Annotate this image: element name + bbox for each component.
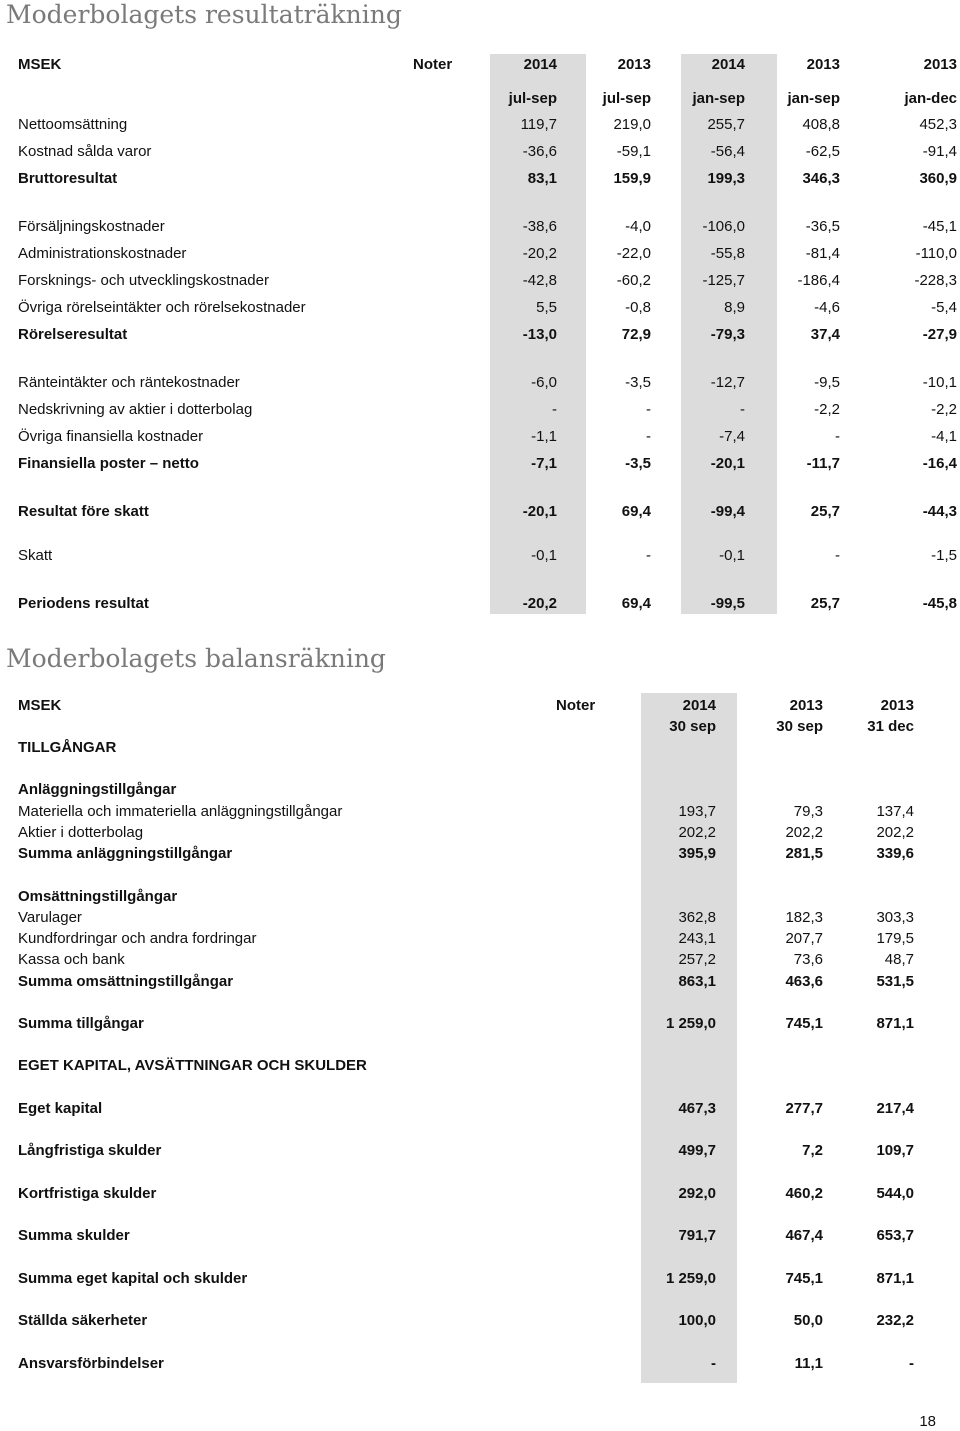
cell-value: 1 259,0	[665, 1015, 716, 1032]
period-header: jan-sep	[692, 90, 745, 107]
cell-value: 255,7	[707, 116, 745, 133]
date-header: 30 sep	[776, 718, 823, 735]
row-label: Kassa och bank	[18, 951, 125, 968]
cell-value: 202,2	[876, 824, 914, 841]
cell-value: -59,1	[616, 143, 651, 160]
cell-value: -	[835, 547, 840, 564]
cell-value: 25,7	[810, 595, 840, 612]
cell-value: -10,1	[922, 374, 957, 391]
unit-label: MSEK	[18, 56, 62, 73]
cell-value: 79,3	[793, 803, 823, 820]
row-label: Kostnad sålda varor	[18, 143, 152, 160]
cell-value: 119,7	[520, 116, 557, 133]
row-label: Materiella och immateriella anläggningstillgångar	[18, 803, 343, 820]
notes-header: Noter	[556, 697, 596, 714]
row-label: Forsknings- och utvecklingskostnader	[18, 272, 269, 289]
row-label: Omsättningstillgångar	[18, 888, 178, 905]
cell-value: -99,4	[710, 503, 745, 520]
cell-value: -110,0	[915, 245, 957, 262]
cell-value: -12,7	[710, 374, 745, 391]
year-header: 2013	[880, 697, 914, 714]
cell-value: 281,5	[785, 845, 823, 862]
cell-value: 745,1	[785, 1270, 823, 1287]
cell-value: -0,8	[625, 299, 651, 316]
cell-value: -99,5	[710, 595, 745, 612]
cell-value: 460,2	[785, 1185, 823, 1202]
cell-value: 871,1	[876, 1015, 914, 1032]
cell-value: -27,9	[922, 326, 957, 343]
cell-value: 69,4	[621, 595, 651, 612]
row-label: Summa skulder	[18, 1227, 130, 1244]
row-label: Försäljningskostnader	[18, 218, 165, 235]
cell-value: -3,5	[625, 455, 651, 472]
cell-value: -	[646, 428, 651, 445]
cell-value: 5,5	[536, 299, 557, 316]
row-label: Resultat före skatt	[18, 503, 149, 520]
cell-value: -16,4	[922, 455, 957, 472]
cell-value: -13,0	[522, 326, 557, 343]
cell-value: -6,0	[531, 374, 557, 391]
cell-value: 25,7	[810, 503, 840, 520]
cell-value: 232,2	[876, 1312, 914, 1329]
cell-value: 8,9	[724, 299, 745, 316]
cell-value: 467,3	[678, 1100, 716, 1117]
period-header: jan-sep	[787, 90, 840, 107]
cell-value: 37,4	[810, 326, 840, 343]
row-label: Rörelseresultat	[18, 326, 128, 343]
cell-value: 11,1	[794, 1355, 823, 1372]
cell-value: -45,1	[922, 218, 957, 235]
cell-value: 100,0	[678, 1312, 716, 1329]
cell-value: 48,7	[884, 951, 914, 968]
cell-value: 408,8	[802, 116, 840, 133]
row-label: Bruttoresultat	[18, 170, 118, 187]
cell-value: 257,2	[678, 951, 716, 968]
cell-value: 83,1	[527, 170, 557, 187]
cell-value: -	[909, 1355, 914, 1372]
row-label: Administrationskostnader	[18, 245, 187, 262]
cell-value: 109,7	[876, 1142, 914, 1159]
cell-value: 531,5	[876, 973, 914, 990]
cell-value: 69,4	[621, 503, 651, 520]
cell-value: -106,0	[702, 218, 745, 235]
cell-value: -81,4	[805, 245, 840, 262]
period-header: jan-dec	[904, 90, 957, 107]
cell-value: -7,1	[531, 455, 557, 472]
year-header: 2014	[711, 56, 745, 73]
row-label: Periodens resultat	[18, 595, 149, 612]
row-label: Summa eget kapital och skulder	[18, 1270, 248, 1287]
notes-header: Noter	[413, 56, 453, 73]
cell-value: 362,8	[678, 909, 716, 926]
cell-value: -	[835, 428, 840, 445]
cell-value: 745,1	[785, 1015, 823, 1032]
cell-value: 452,3	[919, 116, 957, 133]
cell-value: -	[646, 547, 651, 564]
row-label: Eget kapital	[18, 1100, 103, 1117]
row-label: Finansiella poster – netto	[18, 455, 199, 472]
cell-value: 199,3	[707, 170, 745, 187]
cell-value: -1,5	[931, 547, 957, 564]
cell-value: -20,1	[710, 455, 745, 472]
cell-value: -44,3	[922, 503, 957, 520]
year-header: 2014	[682, 697, 716, 714]
cell-value: -0,1	[531, 547, 557, 564]
row-label: Summa anläggningstillgångar	[18, 845, 233, 862]
cell-value: 395,9	[678, 845, 716, 862]
cell-value: -55,8	[710, 245, 745, 262]
cell-value: -62,5	[805, 143, 840, 160]
date-header: 31 dec	[867, 718, 914, 735]
row-label: Övriga finansiella kostnader	[18, 428, 204, 445]
cell-value: 202,2	[785, 824, 823, 841]
cell-value: -	[552, 401, 557, 418]
cell-value: -11,7	[806, 455, 840, 472]
row-label: Varulager	[18, 909, 82, 926]
cell-value: -20,2	[522, 245, 557, 262]
page-number: 18	[919, 1413, 936, 1430]
cell-value: -3,5	[625, 374, 651, 391]
cell-value: 202,2	[678, 824, 716, 841]
cell-value: 243,1	[678, 930, 716, 947]
cell-value: -60,2	[616, 272, 651, 289]
cell-value: -36,5	[805, 218, 840, 235]
row-label: Ställda säkerheter	[18, 1312, 148, 1329]
cell-value: -0,1	[719, 547, 745, 564]
row-label: Ränteintäkter och räntekostnader	[18, 374, 240, 391]
year-header: 2013	[923, 56, 957, 73]
cell-value: 653,7	[876, 1227, 914, 1244]
row-label: Övriga rörelseintäkter och rörelsekostnader	[18, 299, 306, 316]
cell-value: 73,6	[793, 951, 823, 968]
row-label: EGET KAPITAL, AVSÄTTNINGAR OCH SKULDER	[18, 1057, 367, 1074]
cell-value: 791,7	[678, 1227, 716, 1244]
row-label: Kundfordringar och andra fordringar	[18, 930, 257, 947]
date-header: 30 sep	[669, 718, 716, 735]
cell-value: 1 259,0	[665, 1270, 716, 1287]
cell-value: 339,6	[876, 845, 914, 862]
unit-label: MSEK	[18, 697, 62, 714]
cell-value: 193,7	[678, 803, 716, 820]
row-label: Summa tillgångar	[18, 1015, 144, 1032]
cell-value: -20,2	[522, 595, 557, 612]
cell-value: -56,4	[710, 143, 745, 160]
cell-value: -36,6	[522, 143, 557, 160]
cell-value: 179,5	[876, 930, 914, 947]
row-label: Anläggningstillgångar	[18, 781, 177, 798]
row-label: Skatt	[18, 547, 53, 564]
year-header: 2013	[789, 697, 823, 714]
cell-value: 72,9	[621, 326, 651, 343]
cell-value: 7,2	[802, 1142, 823, 1159]
balance-sheet-title: Moderbolagets balansräkning	[6, 644, 386, 673]
cell-value: -45,8	[922, 595, 957, 612]
cell-value: -186,4	[797, 272, 840, 289]
year-header: 2013	[806, 56, 840, 73]
cell-value: -79,3	[710, 326, 745, 343]
cell-value: 219,0	[613, 116, 651, 133]
row-label: Summa omsättningstillgångar	[18, 973, 234, 990]
cell-value: -4,6	[814, 299, 840, 316]
row-label: Nedskrivning av aktier i dotterbolag	[18, 401, 253, 418]
cell-value: -7,4	[719, 428, 745, 445]
row-label: Kortfristiga skulder	[18, 1185, 157, 1202]
cell-value: -5,4	[931, 299, 957, 316]
cell-value: 292,0	[678, 1185, 716, 1202]
cell-value: -9,5	[814, 374, 840, 391]
cell-value: -38,6	[522, 218, 557, 235]
cell-value: 346,3	[802, 170, 840, 187]
cell-value: -	[711, 1355, 716, 1372]
cell-value: 50,0	[793, 1312, 823, 1329]
row-label: Nettoomsättning	[18, 116, 128, 133]
cell-value: 863,1	[678, 973, 716, 990]
row-label: Långfristiga skulder	[18, 1142, 162, 1159]
period-header: jul-sep	[602, 90, 651, 107]
cell-value: -2,2	[814, 401, 840, 418]
row-label: Ansvarsförbindelser	[18, 1355, 164, 1372]
cell-value: -1,1	[531, 428, 557, 445]
cell-value: 277,7	[785, 1100, 823, 1117]
year-header: 2014	[523, 56, 557, 73]
cell-value: 360,9	[919, 170, 957, 187]
year-header: 2013	[617, 56, 651, 73]
cell-value: 159,9	[613, 170, 651, 187]
cell-value: 182,3	[785, 909, 823, 926]
row-label: Aktier i dotterbolag	[18, 824, 144, 841]
cell-value: 499,7	[678, 1142, 716, 1159]
cell-value: -125,7	[702, 272, 745, 289]
cell-value: -22,0	[616, 245, 651, 262]
cell-value: 217,4	[876, 1100, 914, 1117]
cell-value: -91,4	[922, 143, 957, 160]
cell-value: -4,1	[931, 428, 957, 445]
cell-value: -42,8	[522, 272, 557, 289]
cell-value: 544,0	[876, 1185, 914, 1202]
cell-value: -	[646, 401, 651, 418]
cell-value: -	[740, 401, 745, 418]
cell-value: 871,1	[876, 1270, 914, 1287]
cell-value: 467,4	[785, 1227, 823, 1244]
assets-heading: TILLGÅNGAR	[18, 739, 117, 756]
cell-value: 463,6	[785, 973, 823, 990]
cell-value: 137,4	[876, 803, 914, 820]
cell-value: -20,1	[522, 503, 557, 520]
income-statement-title: Moderbolagets resultaträkning	[6, 0, 402, 29]
cell-value: 303,3	[876, 909, 914, 926]
cell-value: -4,0	[625, 218, 651, 235]
cell-value: -2,2	[931, 401, 957, 418]
cell-value: -228,3	[914, 272, 957, 289]
period-header: jul-sep	[508, 90, 557, 107]
cell-value: 207,7	[785, 930, 823, 947]
